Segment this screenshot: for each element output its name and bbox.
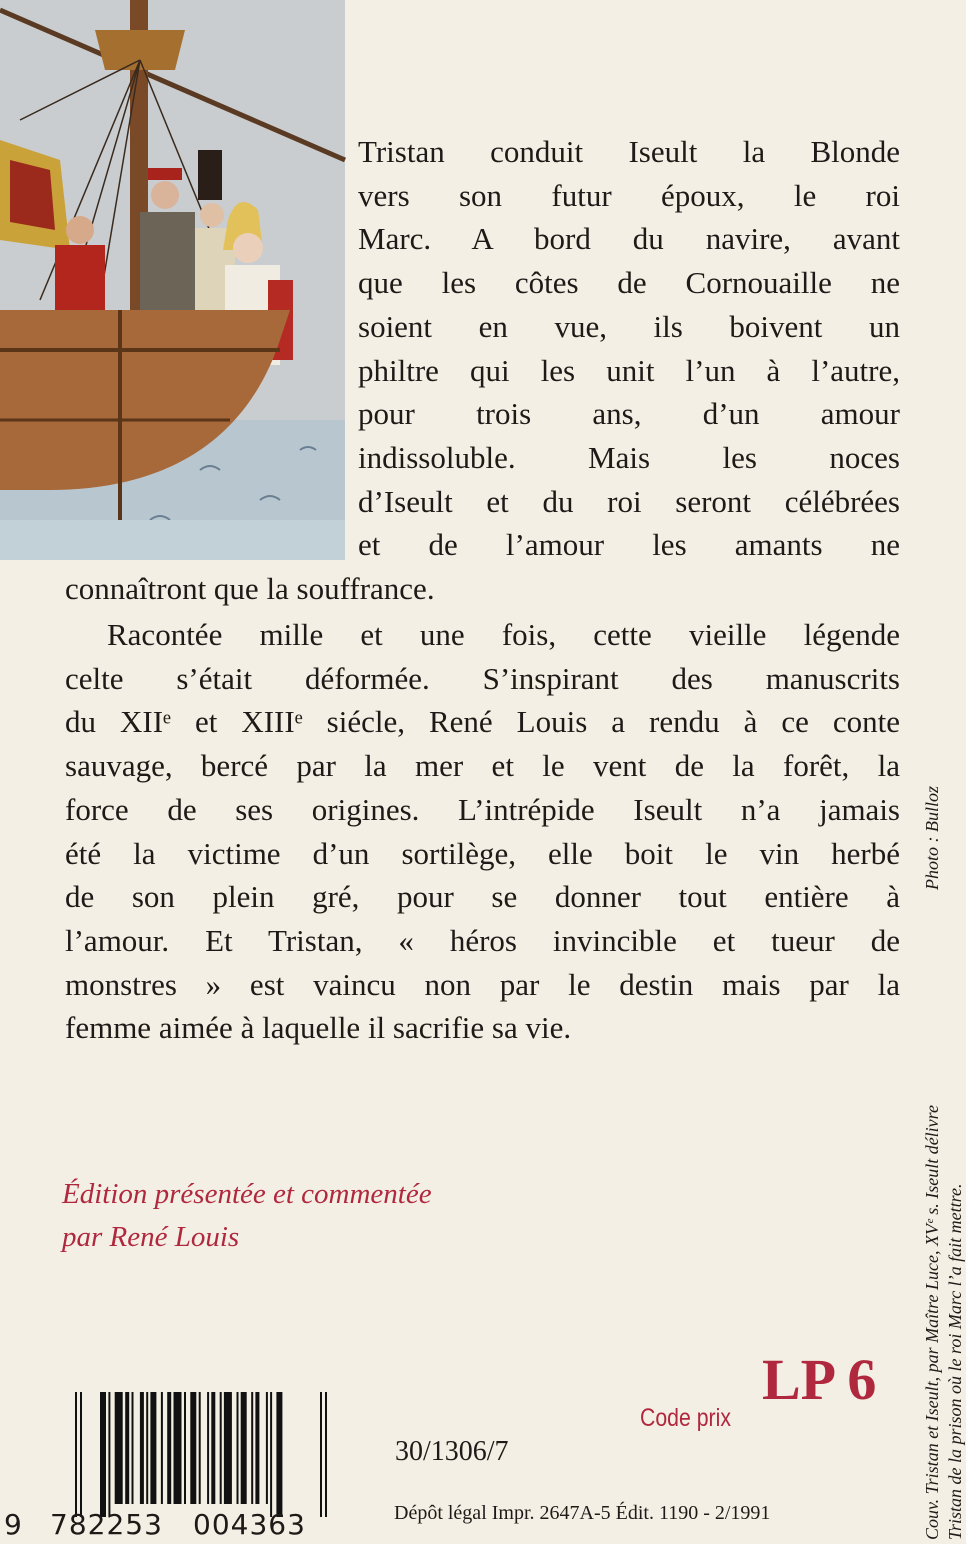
text-line: soient en vue, ils boivent un [358,308,900,344]
text-line: pour trois ans, d’un amour [358,396,900,432]
photo-credit-line-1: Couv. Tristan et Iseult, par Maître Luce, XVᵉ s. Iseult délivre [922,1105,942,1540]
reference-number: 30/1306/7 [395,1436,509,1467]
barcode-bar [237,1392,239,1504]
text-line: Tristan conduit Iseult la Blonde [358,134,900,169]
text-line: de son plein gré, pour se donner tout entière à [65,879,900,915]
isbn-left-digits: 782253 [50,1508,163,1541]
barcode-bar [167,1392,171,1504]
barcode-bar [115,1392,123,1504]
text-line: monstres » est vaincu non par le destin mais par la [65,966,900,1002]
barcode-bar [211,1392,215,1504]
isbn-first-digit: 9 [4,1508,23,1541]
barcode-guard-bar [325,1392,327,1517]
text-line: d’Iseult et du roi seront célébrées [358,483,900,519]
text-line: du XIIᵉ et XIIIᵉ siécle, René Louis a rendu à ce conte [65,704,900,740]
barcode-bar [276,1392,282,1517]
barcode-bar [224,1392,232,1504]
barcode-bar [266,1392,268,1504]
barcode-bar [108,1392,110,1517]
barcode-bar [132,1392,134,1504]
cover-illustration-ship [0,0,345,560]
barcode-bar [161,1392,163,1504]
barcode-bar [125,1392,129,1504]
text-line: philtre qui les unit l’un à l’autre, [358,352,900,388]
barcode-bar [270,1392,272,1517]
barcode-bar [140,1392,144,1504]
isbn-right-digits: 004363 [193,1508,306,1541]
barcode-bar [207,1392,209,1504]
text-line: indissoluble. Mais les noces [358,439,900,475]
edition-line-2: par René Louis [62,1221,240,1253]
price-code-label: Code prix [640,1404,731,1432]
legal-deposit: Dépôt légal Impr. 2647A-5 Édit. 1190 - 2/1991 [394,1502,771,1524]
barcode-bar [190,1392,196,1504]
isbn-barcode [40,1392,330,1517]
barcode-bar [100,1392,106,1517]
text-line: femme aimée à laquelle il sacrifie sa vie. [65,1010,572,1046]
photo-credit-line-2: Tristan de la prison où le roi Marc l’a fait mettre. [945,1183,965,1540]
barcode-bar [241,1392,247,1504]
barcode-bar [220,1392,222,1504]
price-code-value: LP 6 [762,1347,877,1412]
barcode-bar [150,1392,156,1504]
barcode-bar [251,1392,253,1504]
text-line: connaîtront que la souffrance. [65,571,435,606]
text-line: sauvage, bercé par la mer et le vent de la forêt, la [65,748,900,784]
edition-line-1: Édition présentée et commentée [62,1178,432,1210]
barcode-bar [146,1392,148,1504]
text-line: celte s’était déformée. S’inspirant des manuscrits [65,660,900,696]
photo-credit-source: Photo : Bulloz [922,786,942,890]
text-line: force de ses origines. L’intrépide Iseult n’a jamais [65,791,900,827]
text-line: l’amour. Et Tristan, « héros invincible et tueur de [65,922,900,958]
barcode-bar [255,1392,259,1504]
text-line: été la victime d’un sortilège, elle boit le vin herbé [65,835,900,871]
text-line: Marc. A bord du navire, avant [358,221,900,257]
text-line: vers son futur époux, le roi [358,177,900,213]
barcode-bar [184,1392,186,1504]
barcode-guard-bar [80,1392,82,1517]
barcode-guard-bar [75,1392,77,1517]
barcode-bar [174,1392,182,1504]
barcode-guard-bar [320,1392,322,1517]
text-line: Racontée mille et une fois, cette vieille légende [107,617,900,652]
text-line: que les côtes de Cornouaille ne [358,265,900,301]
text-line: et de l’amour les amants ne [358,527,900,563]
barcode-bar [199,1392,201,1504]
